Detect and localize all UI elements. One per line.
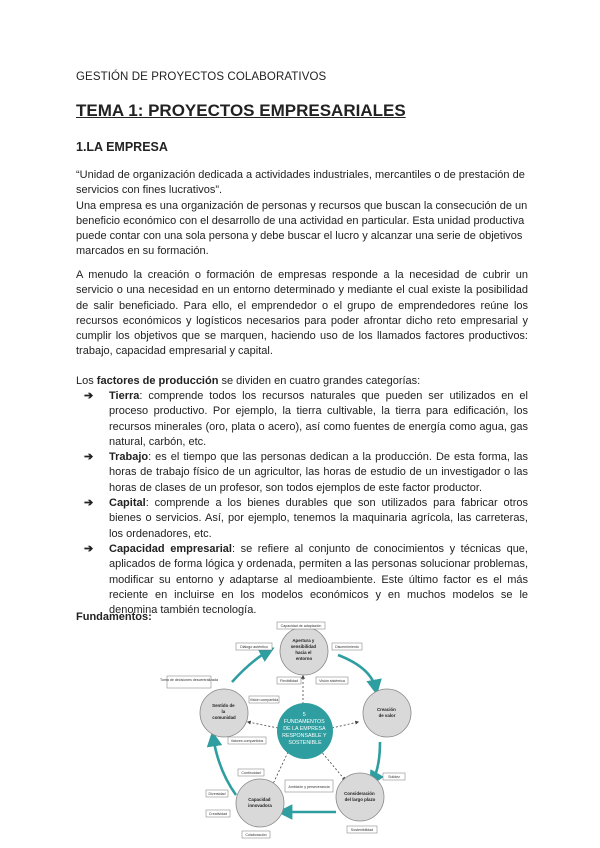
dashed-connector xyxy=(320,750,345,780)
node-creacion-valor xyxy=(363,689,411,737)
svg-text:Visión compartida: Visión compartida xyxy=(249,698,279,702)
creation-paragraph: A menudo la creación o formación de empresas responde a la necesidad de cubrir un servicio o una necesidad en un entorno determinado y mediante el cual existe la posibilidad de salir beneficiado. Para ello, el emprendedor o el grupo de emprendedores reúne los recursos económicos y logísticos necesarios para poder afrontar dicho reto empresarial y cumplir los objetivos que se marquen, haciendo uso de los llamados factores productivos: trabajo, capacidad empresarial y capital. xyxy=(76,269,528,358)
factor-text: : es el tiempo que las personas dedican a la producción. De esta forma, las horas de trabajo físico de un agricultor, las horas de estudio de un investigador o las horas de clases de un profesor, son todos ejemplos de este factor productor. xyxy=(109,451,528,494)
svg-text:Visión sistémica: Visión sistémica xyxy=(319,679,345,683)
svg-text:Continuidad: Continuidad xyxy=(241,771,261,775)
tag-toma-decisiones xyxy=(160,676,218,688)
svg-text:Diálogo auténtico: Diálogo auténtico xyxy=(240,645,268,649)
svg-text:Discernimiento: Discernimiento xyxy=(335,645,359,649)
factor-name: Capital xyxy=(109,497,146,510)
svg-text:Ambición y perseverancia: Ambición y perseverancia xyxy=(288,785,330,789)
svg-text:Apertura y sensibilida: Apertura y sensibilidad hacia el entorno xyxy=(290,638,317,661)
tag-colaboracion xyxy=(242,831,270,838)
svg-text:Toma de decisiones descentrali: Toma de decisiones descentralizada xyxy=(160,678,218,682)
factor-tierra xyxy=(76,389,528,450)
factor-capacidad-empresarial xyxy=(76,542,528,618)
arrow-icon: ➔ xyxy=(84,497,94,510)
section-heading: 1.LA EMPRESA xyxy=(76,140,168,154)
node-apertura xyxy=(280,627,328,675)
cycle-arrow xyxy=(372,742,380,782)
tag-solidez xyxy=(383,773,405,780)
arrow-icon: ➔ xyxy=(84,451,94,464)
svg-text:Sentido de la: Sentido de la comunidad xyxy=(212,703,236,720)
definition-body: Una empresa es una organización de personas y recursos que buscan la consecución de un beneficio económico con el desarrollo de una actividad en particular. Esta unidad productiva puede contar con una sola persona y debe buscar el lucro y alcanzar una serie de objetivos marcados en su formación. xyxy=(76,199,528,258)
tag-continuidad xyxy=(238,769,264,776)
tag-discernimiento xyxy=(332,643,362,650)
tag-ambicion xyxy=(285,780,333,792)
factor-text: : comprende todos los recursos naturales que pueden ser utilizados en el proceso productivo. Por ejemplo, la tierra cultivable, la tierra para edificación, los recursos minerales (oro, plata o acero), así como fuentes de energía como agua, gas natural, carbón, etc. xyxy=(109,390,528,448)
svg-text:Capacidad innovadora: Capacidad innovadora xyxy=(248,797,272,808)
arrow-icon: ➔ xyxy=(84,390,94,402)
factor-name: Tierra xyxy=(109,390,140,402)
factors-list xyxy=(76,389,528,618)
arrow-icon: ➔ xyxy=(84,542,94,555)
tag-adaptacion xyxy=(277,622,325,629)
fundamentos-diagram xyxy=(140,620,550,842)
factor-name: Capacidad empresarial xyxy=(109,542,232,555)
dashed-connector xyxy=(248,722,278,728)
factor-text: : se refiere al conjunto de conocimientos y técnicas que, aplicados de forma lógica y ordenada, permiten a las personas solucionar problemas, modificar su entorno y adaptarse al medioambiente. Este último factor es el más reciente en incluirse en los modelos económicos y en muchos modelos se le denomina también tecnología. xyxy=(109,542,528,617)
tag-flexibilidad xyxy=(277,677,301,684)
factors-intro xyxy=(76,374,528,389)
svg-text:Solidez: Solidez xyxy=(388,775,400,779)
factor-capital xyxy=(76,496,528,542)
node-capacidad-innovadora xyxy=(236,779,284,827)
center-label: 5 FUNDAMENTOS DE LA EMPRESA RESPONSABLE Y SOSTENIBLE xyxy=(282,712,327,746)
svg-text:Valores compartidos: Valores compartidos xyxy=(230,739,264,743)
svg-text:Creación de valor: Creación de valor xyxy=(376,707,396,718)
factor-text: : comprende a los bienes durables que son utilizados para fabricar otros bienes o servicios. Así, por ejemplo, tenemos la maquinaria agrícola, las carreteras, los ordenadores, etc. xyxy=(109,497,528,540)
course-header: GESTIÓN DE PROYECTOS COLABORATIVOS xyxy=(76,71,327,83)
node-largo-plazo xyxy=(336,773,384,821)
tag-vision-compartida xyxy=(249,696,279,703)
tag-dialogo xyxy=(236,643,272,650)
tag-creatividad xyxy=(206,810,230,817)
page-title: TEMA 1: PROYECTOS EMPRESARIALES xyxy=(76,101,406,120)
definition-paragraph xyxy=(76,168,528,260)
tag-diversidad xyxy=(206,790,228,797)
tag-vision-sistemica xyxy=(316,677,348,684)
svg-text:Colaboración: Colaboración xyxy=(245,833,267,837)
tag-valores-compartidos xyxy=(228,737,266,744)
tag-sostenibilidad xyxy=(347,826,377,833)
svg-text:Sostenibilidad: Sostenibilidad xyxy=(350,828,374,832)
factors-intro-prefix: Los xyxy=(76,375,97,387)
definition-quote: “Unidad de organización dedicada a actividades industriales, mercantiles o de prestación de servicios con fines lucrativos”. xyxy=(76,169,525,197)
fundamentos-label: Fundamentos: xyxy=(76,611,152,623)
svg-text:Creatividad: Creatividad xyxy=(208,812,228,816)
svg-text:Consideración del larg: Consideración del largo plazo xyxy=(344,791,376,802)
dashed-connector xyxy=(332,722,358,728)
svg-text:Flexibilidad: Flexibilidad xyxy=(280,679,298,683)
node-sentido-comunidad xyxy=(200,689,248,737)
cycle-arrow xyxy=(213,736,236,795)
factor-trabajo xyxy=(76,450,528,496)
svg-text:Diversidad: Diversidad xyxy=(208,792,226,796)
factor-name: Trabajo xyxy=(109,451,149,464)
factors-intro-bold: factores de producción xyxy=(96,375,219,387)
cycle-arrow xyxy=(338,655,376,690)
svg-text:Capacidad de adaptación: Capacidad de adaptación xyxy=(280,624,322,628)
factors-intro-suffix: se dividen en cuatro grandes categorías: xyxy=(218,375,421,387)
cycle-arrow xyxy=(232,650,270,682)
